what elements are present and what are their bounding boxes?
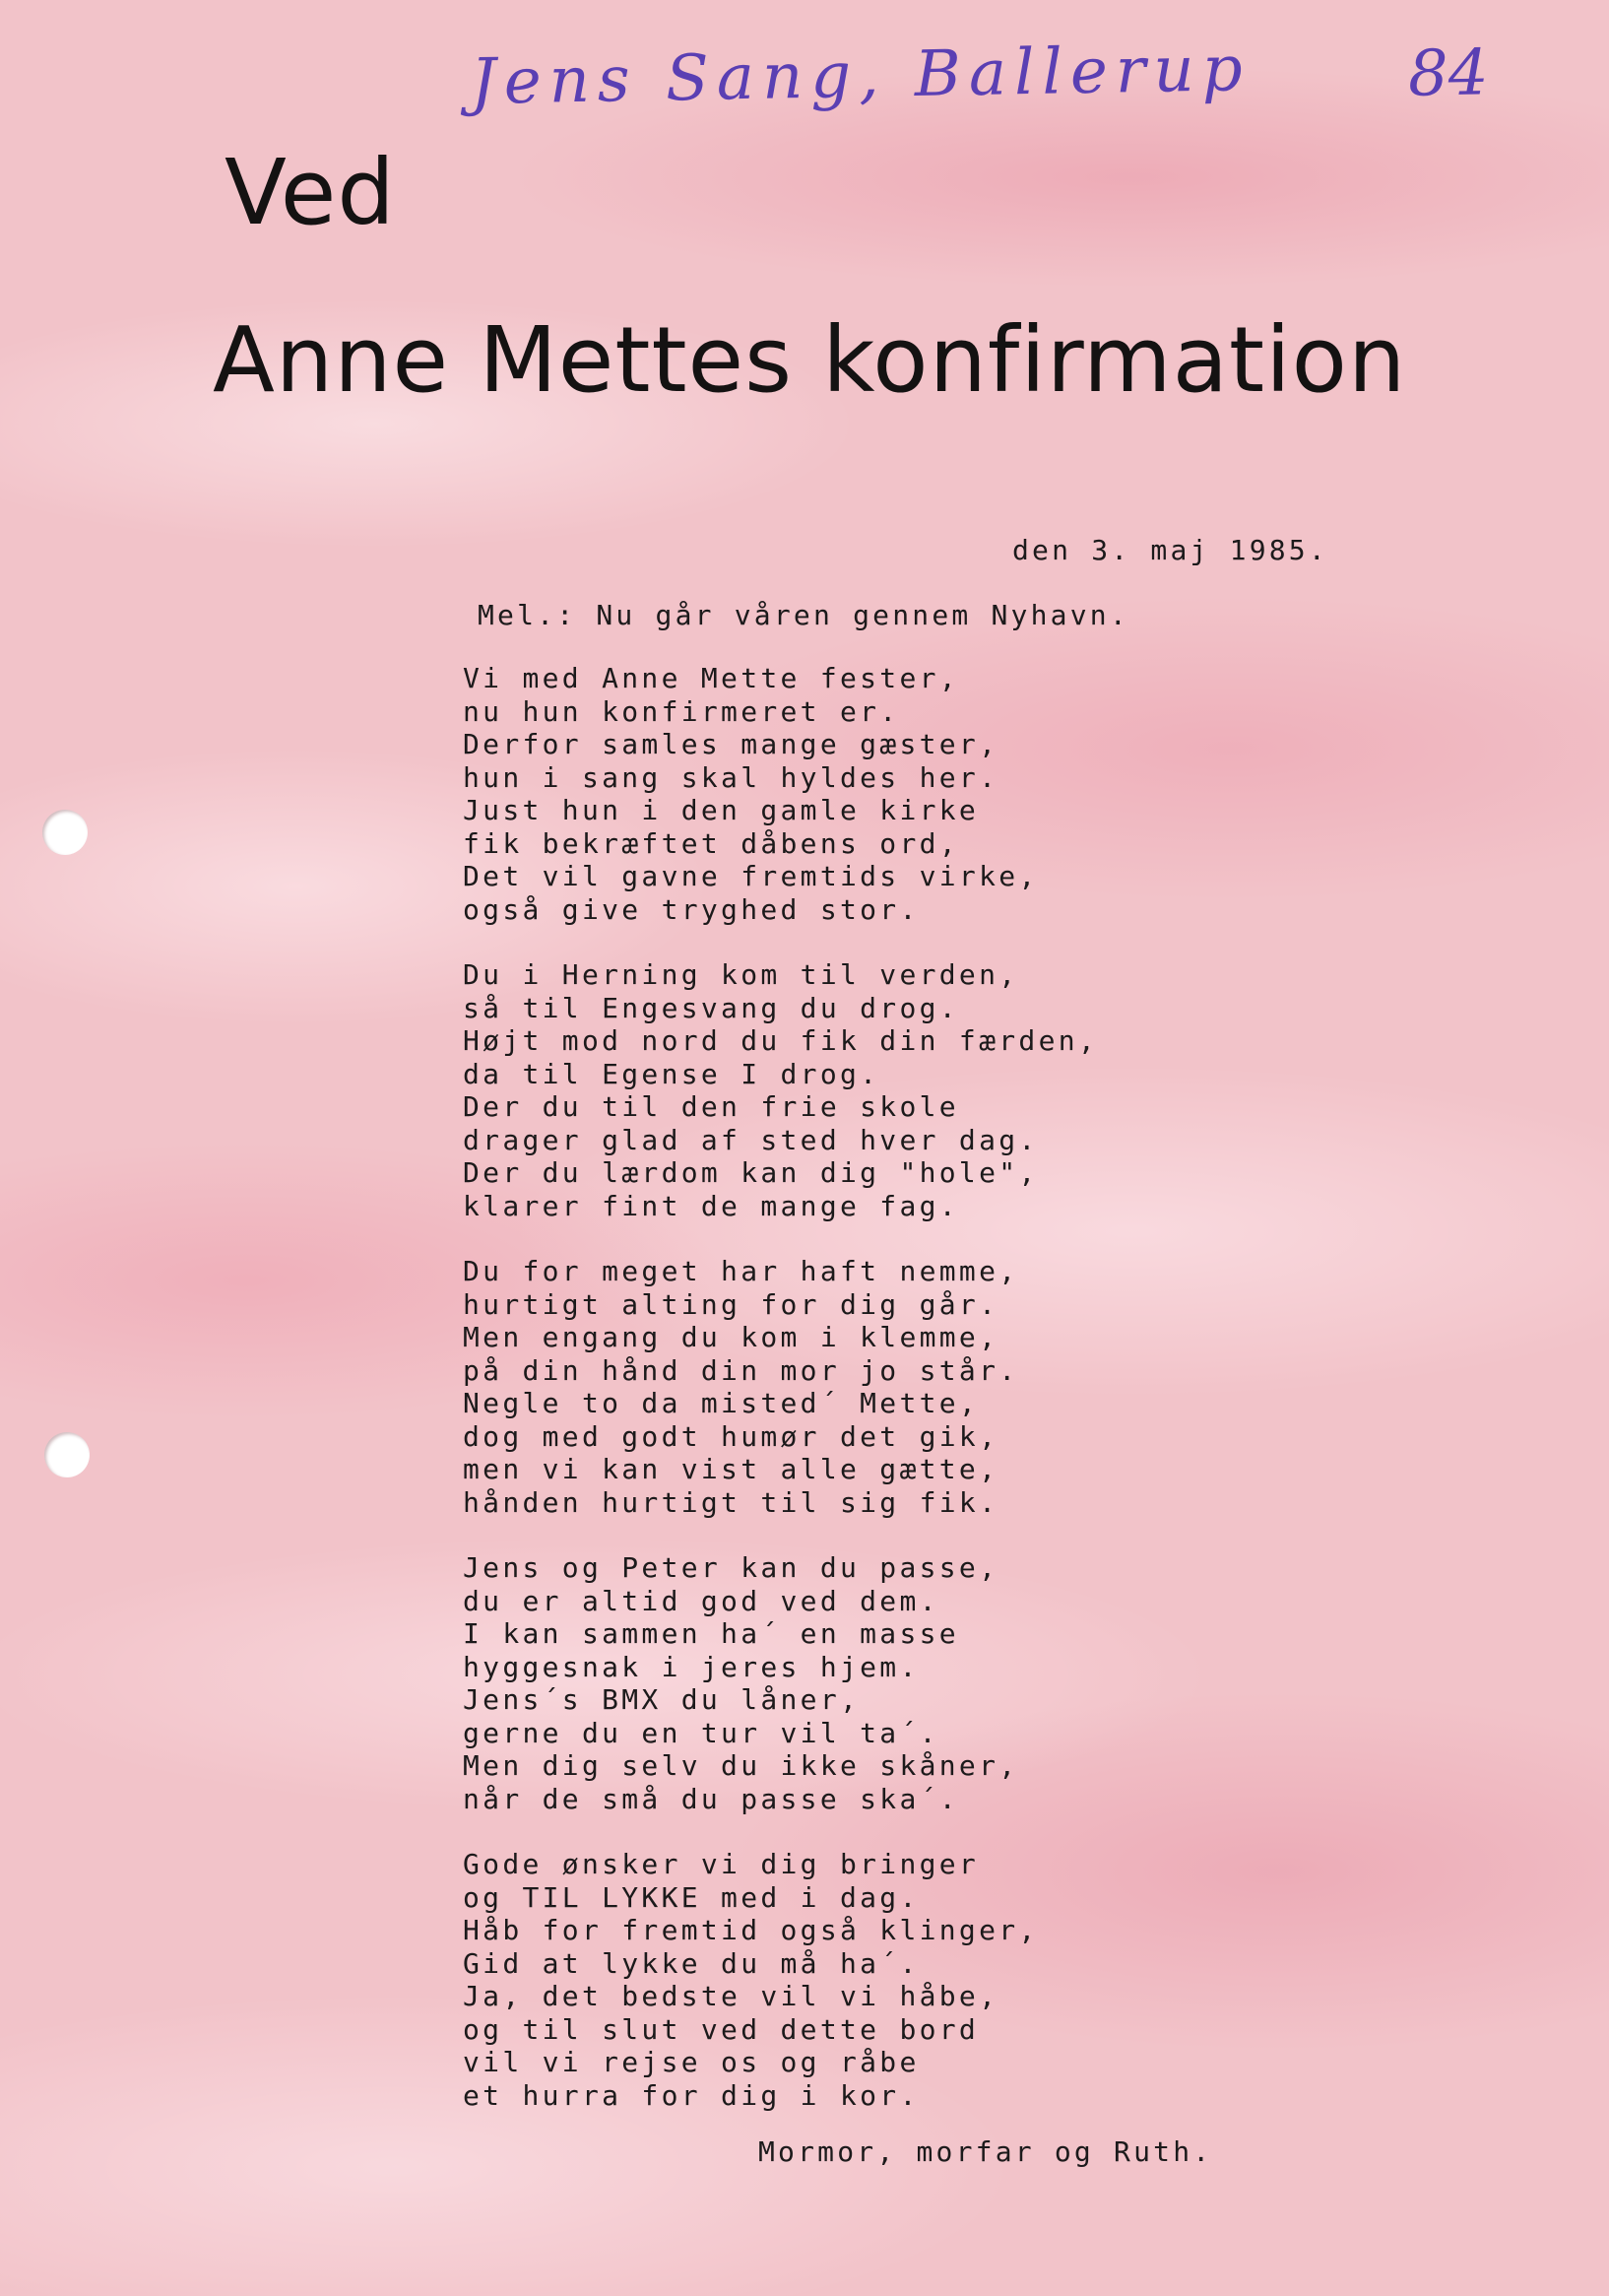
poem-line: Gode ønsker vi dig bringer — [463, 1848, 980, 1880]
poem-line: Håb for fremtid også klinger, — [463, 1914, 1039, 1946]
poem-line: Ja, det bedste vil vi håbe, — [463, 1980, 999, 2012]
signature: Mormor, morfar og Ruth. — [758, 2135, 1213, 2168]
stanza — [463, 1551, 1098, 1815]
poem-line: hånden hurtigt til sig fik. — [463, 1485, 999, 1519]
poem-line: et hurra for dig i kor. — [463, 2078, 920, 2112]
poem-line: da til Egense I drog. — [463, 1057, 880, 1090]
poem-line: drager glad af sted hver dag. — [463, 1123, 1039, 1156]
poem-line: Just hun i den gamle kirke — [463, 794, 980, 826]
poem-line: og TIL LYKKE med i dag. — [463, 1880, 920, 1914]
stanza — [463, 1848, 1098, 2112]
poem-line: så til Engesvang du drog. — [463, 991, 959, 1024]
poem-line: klarer fint de mange fag. — [463, 1189, 959, 1222]
poem-line: hyggesnak i jeres hjem. — [463, 1650, 920, 1683]
poem-line: Højt mod nord du fik din færden, — [463, 1024, 1099, 1057]
poem-line: Derfor samles mange gæster, — [463, 728, 999, 760]
poem-line: på din hånd din mor jo står. — [463, 1353, 1019, 1387]
handwritten-note: Jens Sang, Ballerup — [470, 33, 1252, 119]
title-line-2: Anne Mettes konfirmation — [213, 307, 1407, 413]
poem-line: Vi med Anne Mette fester, — [463, 662, 959, 694]
poem-line: når de små du passe ska´. — [463, 1782, 959, 1815]
poem-line: Negle to da misted´ Mette, — [463, 1387, 980, 1419]
title-line-1: Ved — [225, 140, 396, 245]
poem-line: Jens og Peter kan du passe, — [463, 1551, 999, 1584]
poem-line: gerne du en tur vil ta´. — [463, 1716, 939, 1749]
handwritten-page-number: 84 — [1407, 36, 1490, 111]
poem-line: Det vil gavne fremtids virke, — [463, 860, 1039, 892]
poem-line: nu hun konfirmeret er. — [463, 694, 900, 728]
poem-line: Gid at lykke du må ha´. — [463, 1946, 920, 1980]
stanza — [463, 1255, 1098, 1519]
poem-line: men vi kan vist alle gætte, — [463, 1453, 999, 1485]
date: den 3. maj 1985. — [1012, 534, 1328, 566]
poem-line: og til slut ved dette bord — [463, 2012, 980, 2046]
poem-line: Du i Herning kom til verden, — [463, 958, 1019, 991]
poem-line: Der du til den frie skole — [463, 1090, 959, 1123]
stanza — [463, 958, 1098, 1222]
poem-line: hurtigt alting for dig går. — [463, 1287, 999, 1321]
stanza — [463, 662, 1098, 926]
poem-line: Der du lærdom kan dig "hole", — [463, 1156, 1039, 1189]
poem-line: Men dig selv du ikke skåner, — [463, 1749, 1019, 1782]
poem-line: dog med godt humør det gik, — [463, 1419, 999, 1453]
poem-line: hun i sang skal hyldes her. — [463, 760, 999, 794]
poem-line: også give tryghed stor. — [463, 892, 920, 926]
poem-line: Jens´s BMX du låner, — [463, 1683, 861, 1716]
punch-hole — [42, 810, 88, 855]
poem-line: vil vi rejse os og råbe — [463, 2046, 920, 2078]
melody-note: Mel.: Nu går våren gennem Nyhavn. — [478, 599, 1129, 631]
poem-line: du er altid god ved dem. — [463, 1584, 939, 1617]
poem — [463, 662, 1098, 2144]
punch-hole — [44, 1432, 90, 1477]
poem-line: I kan sammen ha´ en masse — [463, 1617, 959, 1650]
poem-line: fik bekræftet dåbens ord, — [463, 826, 959, 860]
poem-line: Men engang du kom i klemme, — [463, 1321, 999, 1353]
poem-line: Du for meget har haft nemme, — [463, 1255, 1019, 1287]
